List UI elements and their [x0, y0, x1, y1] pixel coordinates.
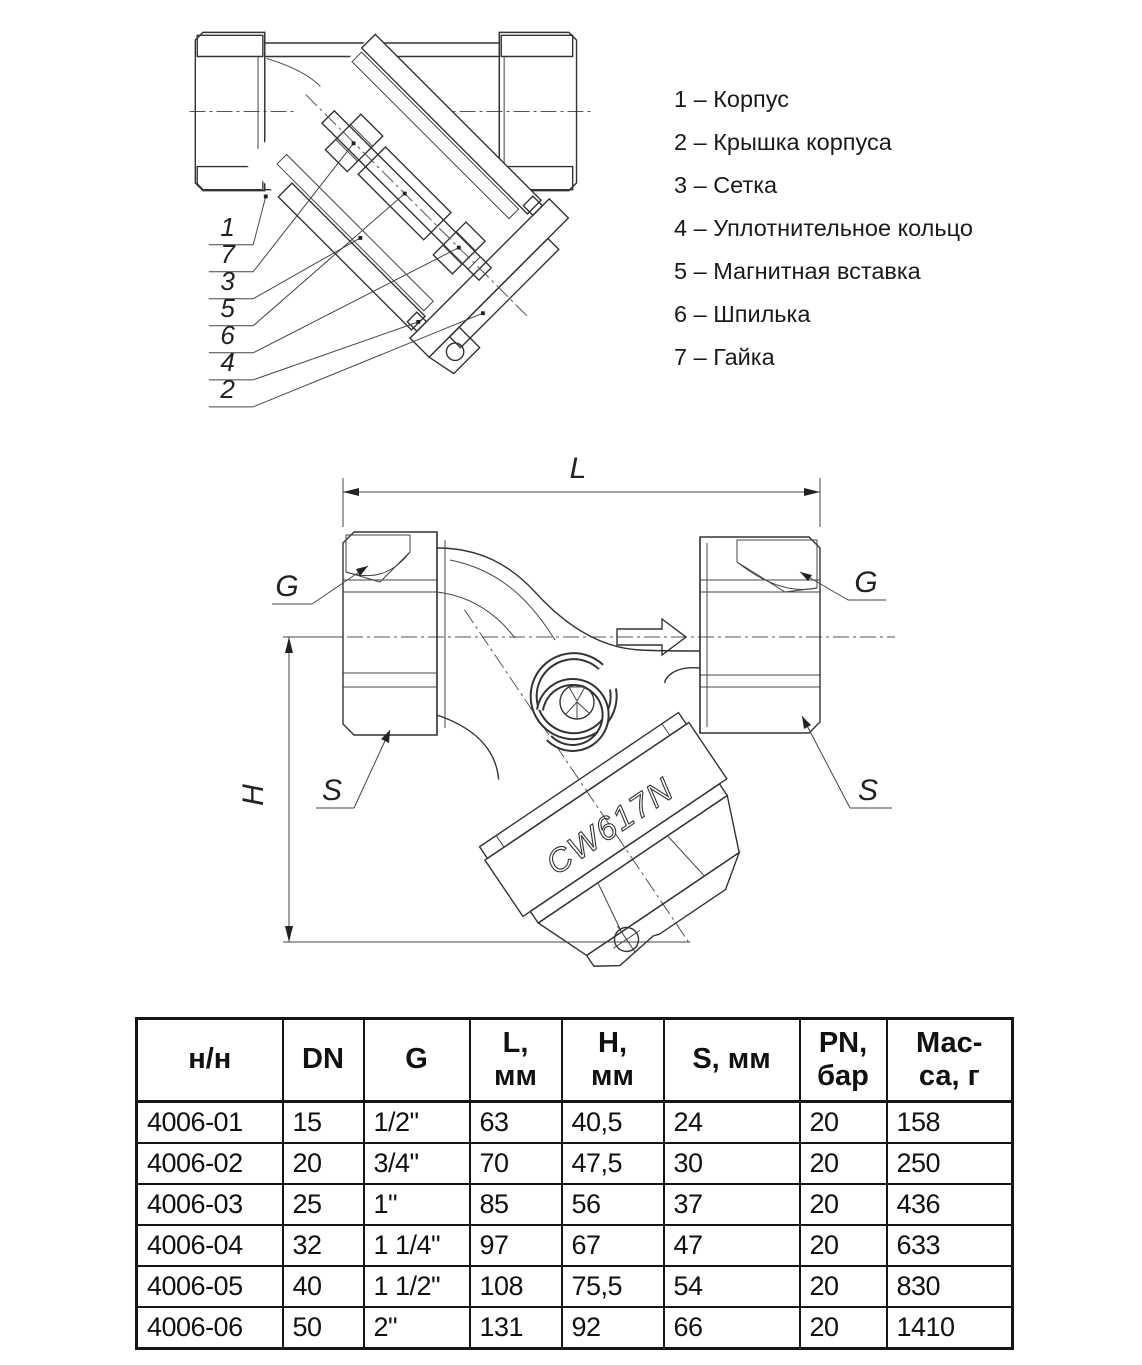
cell-pn: 20 [800, 1184, 887, 1225]
cell-s: 24 [664, 1102, 800, 1144]
cell-g: 1" [364, 1184, 470, 1225]
strainer-branch-section [236, 25, 597, 386]
table-row [137, 1225, 1013, 1266]
col-header-l: L, мм [470, 1019, 562, 1102]
spec-table [135, 1017, 1014, 1350]
cell-h: 47,5 [562, 1143, 664, 1184]
header-row [137, 1019, 1013, 1102]
parts-legend [674, 78, 973, 379]
cell-h: 75,5 [562, 1266, 664, 1307]
legend-item: 1 – Корпус [674, 86, 789, 112]
callout-5: 5 [220, 293, 235, 324]
cell-l: 131 [470, 1307, 562, 1349]
left-hex-end [343, 532, 445, 735]
right-hex-end [700, 537, 820, 733]
cell-l: 97 [470, 1225, 562, 1266]
cell-l: 85 [470, 1184, 562, 1225]
cell-dn: 15 [283, 1102, 364, 1144]
cell-pn: 20 [800, 1102, 887, 1144]
cell-s: 47 [664, 1225, 800, 1266]
wrench-label-right [802, 716, 892, 808]
cell-s: 54 [664, 1266, 800, 1307]
legend-item: 4 – Уплотнительное кольцо [674, 215, 973, 241]
legend-item: 3 – Сетка [674, 172, 778, 198]
callout-numbers [219, 212, 236, 404]
cell-s: 30 [664, 1143, 800, 1184]
cell-mass: 158 [887, 1102, 1013, 1144]
svg-text:G: G [275, 570, 299, 603]
cell-l: 70 [470, 1143, 562, 1184]
legend-item: 5 – Магнитная вставка [674, 258, 921, 284]
table-row [137, 1184, 1013, 1225]
cell-g: 3/4" [364, 1143, 470, 1184]
cell-pn: 20 [800, 1143, 887, 1184]
material-mark: CW617N [539, 769, 681, 882]
height-label: H [237, 784, 270, 806]
cell-mass: 1410 [887, 1307, 1013, 1349]
thread-label-right [800, 566, 886, 600]
table-row [137, 1143, 1013, 1184]
callout-1: 1 [220, 212, 235, 243]
cell-h: 40,5 [562, 1102, 664, 1144]
cell-s: 37 [664, 1184, 800, 1225]
cell-l: 108 [470, 1266, 562, 1307]
svg-text:S: S [321, 774, 343, 807]
cross-section-view [180, 15, 615, 430]
table-row [137, 1102, 1013, 1144]
cell-mass: 250 [887, 1143, 1013, 1184]
col-header-nn: н/н [137, 1019, 283, 1102]
col-header-dn: DN [283, 1019, 364, 1102]
strainer-branch [361, 540, 795, 1016]
cell-dn: 25 [283, 1184, 364, 1225]
dimension-L [343, 452, 820, 527]
cell-mass: 830 [887, 1266, 1013, 1307]
brand-logo [534, 656, 614, 748]
table-row [137, 1266, 1013, 1307]
cell-s: 66 [664, 1307, 800, 1349]
callout-7: 7 [220, 239, 235, 270]
right-port-section [499, 32, 576, 190]
cell-model: 4006-06 [137, 1307, 283, 1349]
cell-mass: 633 [887, 1225, 1013, 1266]
callout-6: 6 [220, 320, 235, 351]
thread-label-left [272, 566, 368, 604]
svg-text:G: G [854, 566, 878, 599]
cell-mass: 436 [887, 1184, 1013, 1225]
cell-g: 1 1/2" [364, 1266, 470, 1307]
wrench-label-left [316, 730, 390, 808]
col-header-s: S, мм [664, 1019, 800, 1102]
callout-3: 3 [220, 266, 235, 297]
legend-item: 6 – Шпилька [674, 301, 811, 327]
cell-dn: 20 [283, 1143, 364, 1184]
cell-g: 1/2" [364, 1102, 470, 1144]
cell-model: 4006-02 [137, 1143, 283, 1184]
cell-dn: 32 [283, 1225, 364, 1266]
legend-item: 7 – Гайка [674, 344, 775, 370]
cell-pn: 20 [800, 1225, 887, 1266]
cell-model: 4006-01 [137, 1102, 283, 1144]
col-header-pn: PN, бар [800, 1019, 887, 1102]
cell-model: 4006-05 [137, 1266, 283, 1307]
cell-h: 92 [562, 1307, 664, 1349]
cell-pn: 20 [800, 1307, 887, 1349]
cell-dn: 40 [283, 1266, 364, 1307]
svg-text:S: S [857, 774, 879, 807]
cell-h: 56 [562, 1184, 664, 1225]
table-row [137, 1307, 1013, 1349]
cell-g: 1 1/4" [364, 1225, 470, 1266]
cell-pn: 20 [800, 1266, 887, 1307]
cell-h: 67 [562, 1225, 664, 1266]
length-label: L [569, 452, 587, 485]
callout-4: 4 [220, 347, 235, 378]
legend-item: 2 – Крышка корпуса [674, 129, 892, 155]
col-header-g: G [364, 1019, 470, 1102]
col-header-mass: Мас- са, г [887, 1019, 1013, 1102]
cell-dn: 50 [283, 1307, 364, 1349]
dimension-view [237, 445, 920, 975]
cell-g: 2" [364, 1307, 470, 1349]
col-header-h: H, мм [562, 1019, 664, 1102]
cell-model: 4006-04 [137, 1225, 283, 1266]
cell-model: 4006-03 [137, 1184, 283, 1225]
cell-l: 63 [470, 1102, 562, 1144]
callout-2: 2 [220, 374, 235, 405]
